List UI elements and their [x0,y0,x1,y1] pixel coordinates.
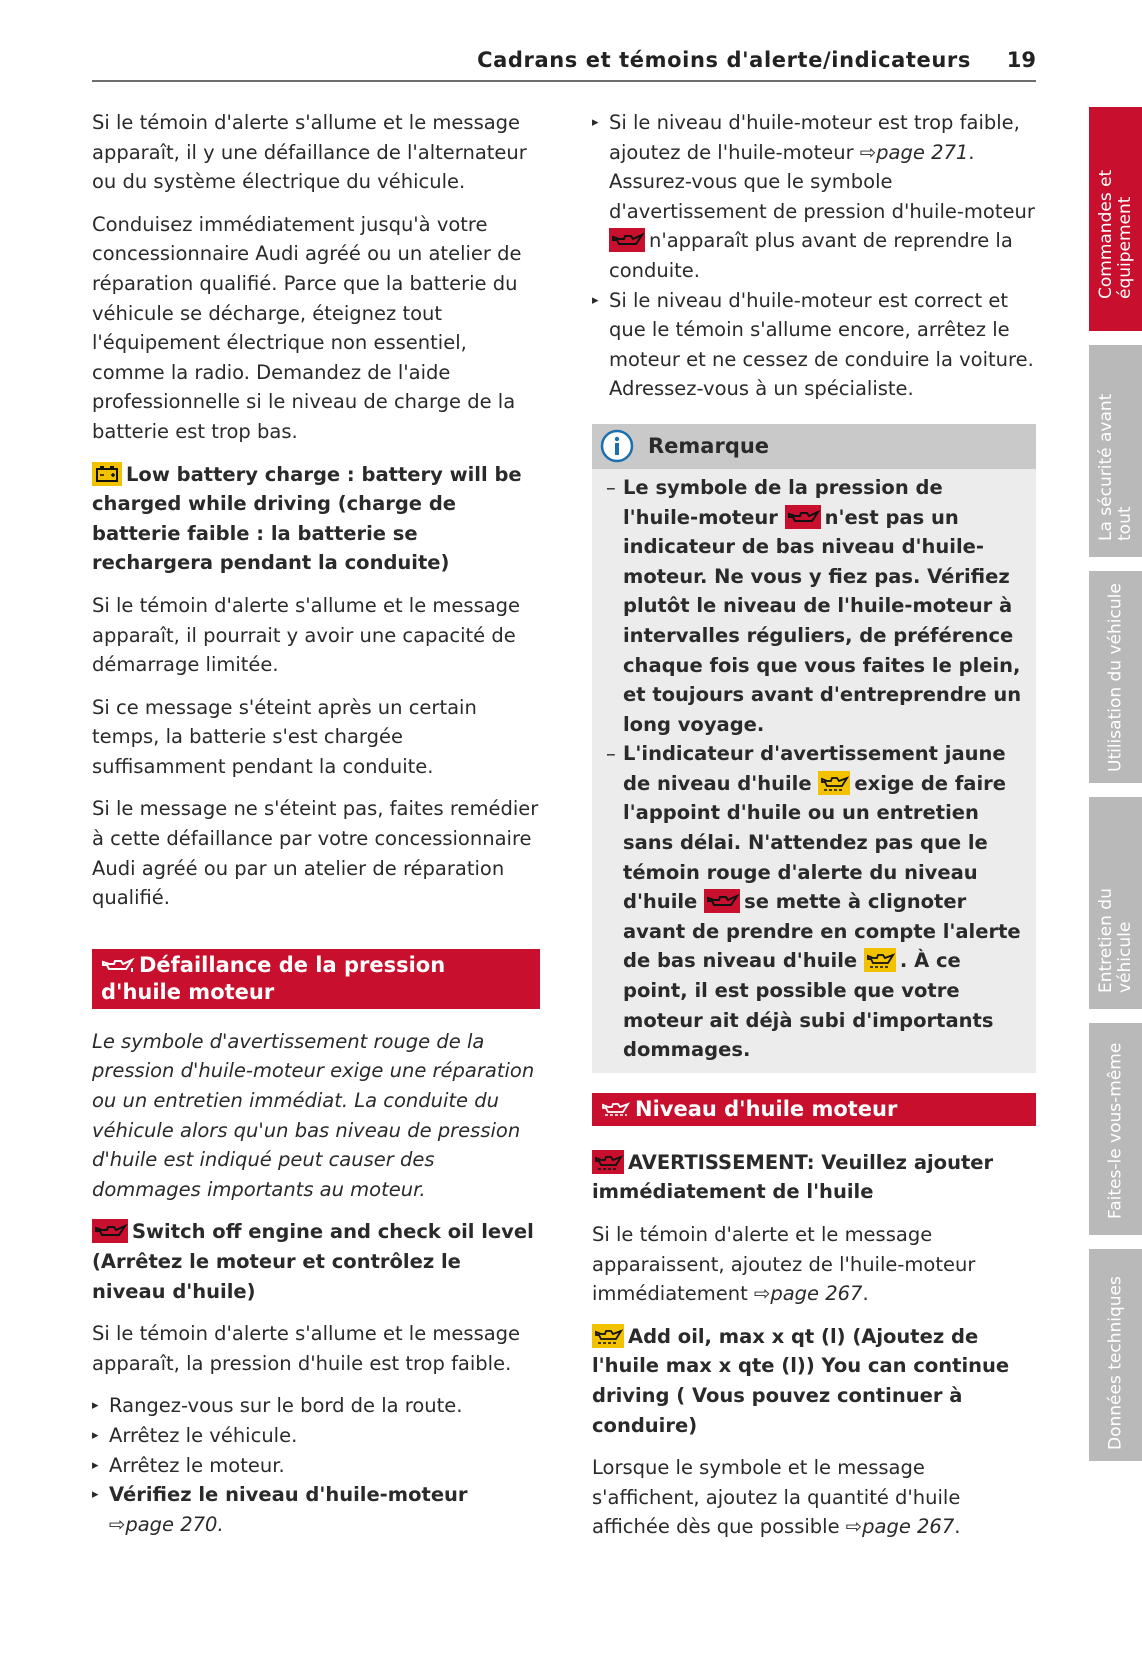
oil-pressure-red-icon [609,228,645,252]
side-tab-donnees[interactable]: Données techniques [1089,1249,1142,1461]
note-item: – Le symbole de la pression de l'huile-moteur n'est pas un indicateur de bas niveau d'huile-moteur. Ne vous y fiez pas. Vérifiez plutôt le niveau de l'huile-moteur à intervalles réguliers, de préférence chaque fois que vous faites le plein, et toujours avant d'entreprendre un long voyage. [606,473,1022,739]
note-box [592,424,1036,1073]
paragraph: Conduisez immédiatement jusqu'à votre concessionnaire Audi agréé ou un atelier de réparation qualifié. Parce que la batterie du véhicule se décharge, éteignez tout l'équipement électrique non essentiel, comme la radio. Demandez de l'aide professionnelle si le niveau de charge de la batterie est trop bas. [92,212,522,443]
section-title-oil-pressure: Défaillance de la pression d'huile moteur [92,949,540,1009]
page-link[interactable]: ⇨page 267 [845,1515,955,1539]
battery-message: Low battery charge : battery will be charged while driving (charge de batterie faible : la batterie se rechargera pendant la conduite) [92,462,522,575]
side-tab-commandes[interactable]: Commandes et équipement [1089,107,1142,331]
arrow-right-icon: ⇨ [859,140,877,164]
oil-level-yellow-icon [818,771,850,795]
battery-warning-icon [92,462,122,486]
page-link[interactable]: ⇨page 270. [109,1512,224,1536]
dash-icon: – [606,742,616,766]
arrow-right-icon: ⇨ [754,1282,771,1306]
dash-icon: – [606,475,616,499]
oil-level-icon [601,1100,631,1118]
bullet-icon: ▸ [92,1398,99,1414]
page-link[interactable]: ⇨page 267 [754,1282,863,1306]
oil-pressure-red-icon [704,889,740,913]
list-item: ▸ Si le niveau d'huile-moteur est trop faible, ajoutez de l'huile-moteur ⇨page 271. Assurez-vous que le symbole d'avertissement de pression d'huile-moteur n'apparaît plus avant de reprendre la conduite. [592,108,1036,286]
side-tab-faites-le[interactable]: Faites-le vous-même [1089,1023,1142,1235]
info-icon [600,429,634,463]
left-column [92,108,540,1539]
oil-level-yellow-icon [592,1324,624,1348]
header-title: Cadrans et témoins d'alerte/indicateurs [477,48,971,72]
right-column [592,108,1036,1555]
note-header: Remarque [592,424,1036,469]
page-header [92,46,1036,82]
list-item: ▸ Vérifiez le niveau d'huile-moteur ⇨page 270. [92,1480,540,1539]
bullet-icon: ▸ [592,292,599,308]
side-tab-securite[interactable]: La sécurité avant tout [1089,345,1142,557]
arrow-right-icon: ⇨ [109,1512,126,1536]
warning-message: AVERTISSEMENT: Veuillez ajouter immédiatement de l'huile [592,1150,994,1204]
section-title-oil-level: Niveau d'huile moteur [592,1093,1036,1126]
switch-off-message: Switch off engine and check oil level (Arrêtez le moteur et contrôlez le niveau d'huile) [92,1220,534,1303]
page-link[interactable]: ⇨page 271 [859,140,969,164]
oil-can-icon [101,956,135,974]
list-item: ▸ Arrêtez le véhicule. [92,1421,540,1451]
page-number: 19 [1006,48,1036,72]
arrow-right-icon: ⇨ [845,1515,863,1539]
bullet-icon: ▸ [592,115,599,130]
add-oil-message: Add oil, max x qt (l) (Ajoutez de l'huile max x qte (l)) You can continue driving ( Vous pouvez continuer à conduire) [592,1324,1010,1437]
steps-list [92,1391,540,1539]
list-item: ▸ Arrêtez le moteur. [92,1451,540,1481]
paragraph: Si le témoin d'alerte et le message apparaissent, ajoutez de l'huile-moteur immédiatement ⇨page 267. [592,1223,976,1306]
oil-pressure-red-icon [92,1219,128,1243]
list-item: ▸ Rangez-vous sur le bord de la route. [92,1391,540,1421]
oil-pressure-red-icon [785,505,821,529]
oil-level-red-icon [592,1150,624,1174]
bullet-icon: ▸ [92,1427,99,1443]
side-tab-utilisation[interactable]: Utilisation du véhicule [1089,571,1142,783]
paragraph: Si ce message s'éteint après un certain temps, la batterie s'est chargée suffisamment pendant la conduite. [92,695,477,778]
paragraph: Si le témoin d'alerte s'allume et le message apparaît, il y une défaillance de l'alternateur ou du système électrique du véhicule. [92,111,527,194]
list-item: ▸ Si le niveau d'huile-moteur est correct et que le témoin s'allume encore, arrêtez le moteur et ne cessez de conduire la voiture. Adressez-vous à un spécialiste. [592,286,1036,404]
paragraph: Si le témoin d'alerte s'allume et le message apparaît, il pourrait y avoir une capacité de démarrage limitée. [92,593,521,677]
paragraph: Lorsque le symbole et le message s'affichent, ajoutez la quantité d'huile affichée dès que possible ⇨page 267. [592,1456,961,1539]
paragraph: Si le message ne s'éteint pas, faites remédier à cette défaillance par votre concessionnaire Audi agréé ou par un atelier de réparation qualifié. [92,797,539,910]
section-intro: Le symbole d'avertissement rouge de la pression d'huile-moteur exige une réparation ou un entretien immédiat. La conduite du véhicule alors qu'un bas niveau de pression d'huile est indiqué peut causer des dommages importants au moteur. [92,1029,535,1201]
note-item: – L'indicateur d'avertissement jaune de niveau d'huile exige de faire l'appoint d'huile ou un entretien sans délai. N'attendez pas que le témoin rouge d'alerte du niveau d'huile se mette à clignoter avant de prendre en compte l'alerte de bas niveau d'huile . À ce point, il est possible que votre moteur ait déjà subi d'importants dommages. [606,739,1022,1065]
side-tab-entretien[interactable]: Entretien du véhicule [1089,797,1142,1009]
bullet-icon: ▸ [92,1457,99,1473]
paragraph: Si le témoin d'alerte s'allume et le message apparaît, la pression d'huile est trop faible. [92,1322,521,1375]
oil-level-yellow-icon [864,948,896,972]
bullet-icon: ▸ [92,1487,99,1503]
